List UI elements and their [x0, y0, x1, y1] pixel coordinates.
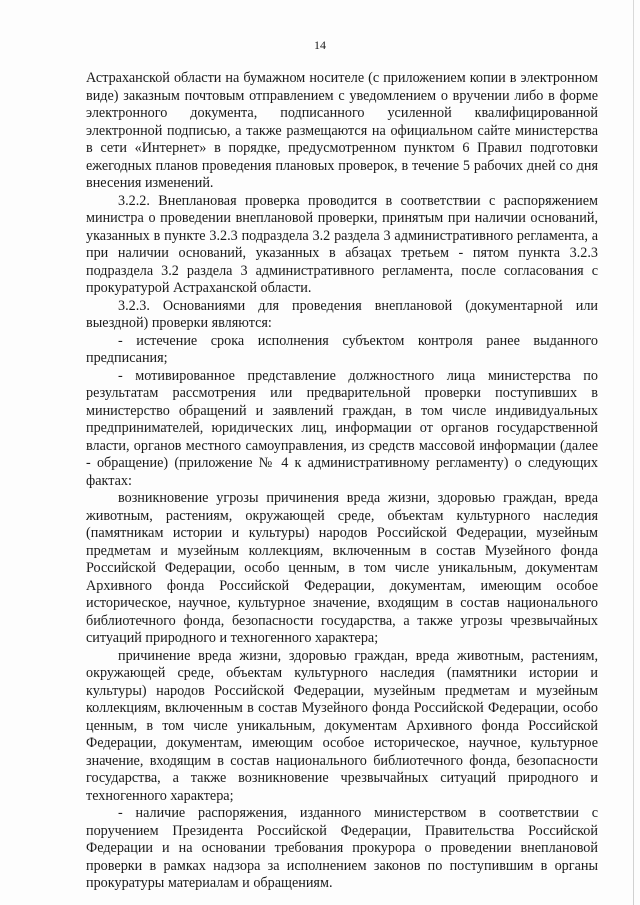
list-item: - истечение срока исполнения субъектом контроля ранее выданного предписания;	[86, 332, 598, 366]
paragraph: причинение вреда жизни, здоровью граждан, вреда животным, растениям, окружающей среде, объектам культурного наследия (памятники истории и культуры) народов Российской Федерации, музейным предметам и музейным коллекциям, включенным в состав Музейного фонда Российской Федерации, особо ценным, в том числе уникальным, документам Архивного фонда Российской Федерации, документам, имеющим особое историческое, научное, культурное значение, входящим в состав национального библиотечного фонда, безопасности государства, а также возникновение чрезвычайных ситуаций природного и техногенного характера;	[86, 647, 598, 804]
document-body	[86, 70, 598, 893]
paragraph: возникновение угрозы причинения вреда жизни, здоровью граждан, вреда животным, растениям, окружающей среде, объектам культурного наследия (памятникам истории и культуры) народов Российской Федерации, музейным предметам и музейным коллекциям, включенным в состав Музейного фонда Российской Федерации, особо ценным, в том числе уникальным, документам Архивного фонда Российской Федерации, документам, имеющим особое историческое, научное, культурное значение, входящим в состав национального библиотечного фонда, безопасности государства, а также угрозы чрезвычайных ситуаций природного и техногенного характера;	[86, 490, 598, 646]
paragraph: 3.2.3. Основаниями для проведения внеплановой (документарной или выездной) проверки являются:	[86, 297, 598, 331]
list-item: - мотивированное представление должностного лица министерства по результатам рассмотрения или предварительной проверки поступивших в министерство обращений и заявлений граждан, в том числе индивидуальных предпринимателей, юридических лиц, информации от органов государственной власти, органов местного самоуправления, из средств массовой информации (далее - обращение) (приложение № 4 к административному регламенту) о следующих фактах:	[86, 367, 598, 489]
paragraph: Астраханской области на бумажном носителе (с приложением копии в электронном виде) заказным почтовым отправлением с уведомлением о вручении либо в форме электронного документа, подписанного усиленной квалифицированной электронной подписью, а также размещаются на официальном сайте министерства в сети «Интернет» в порядке, предусмотренном пунктом 6 Правил подготовки ежегодных планов проведения плановых проверок, в течение 5 рабочих дней со дня внесения изменений.	[86, 70, 598, 191]
paragraph: 3.2.2. Внеплановая проверка проводится в соответствии с распоряжением министра о проведении внеплановой проверки, принятым при наличии оснований, указанных в пункте 3.2.3 подраздела 3.2 раздела 3 административного регламента, а при наличии оснований, указанных в абзацах третьем - пятом пункта 3.2.3 подраздела 3.2 раздела 3 административного регламента, после согласования с прокуратурой Астраханской области.	[86, 192, 598, 296]
list-item: - наличие распоряжения, изданного министерством в соответствии с поручением Президента Российской Федерации, Правительства Российской Федерации и на основании требования прокурора о проведении внеплановой проверки в рамках надзора за исполнением законов по поступившим в органы прокуратуры материалам и обращениям.	[86, 805, 598, 891]
scan-edge-line	[633, 0, 634, 905]
page-number: 14	[314, 38, 326, 52]
